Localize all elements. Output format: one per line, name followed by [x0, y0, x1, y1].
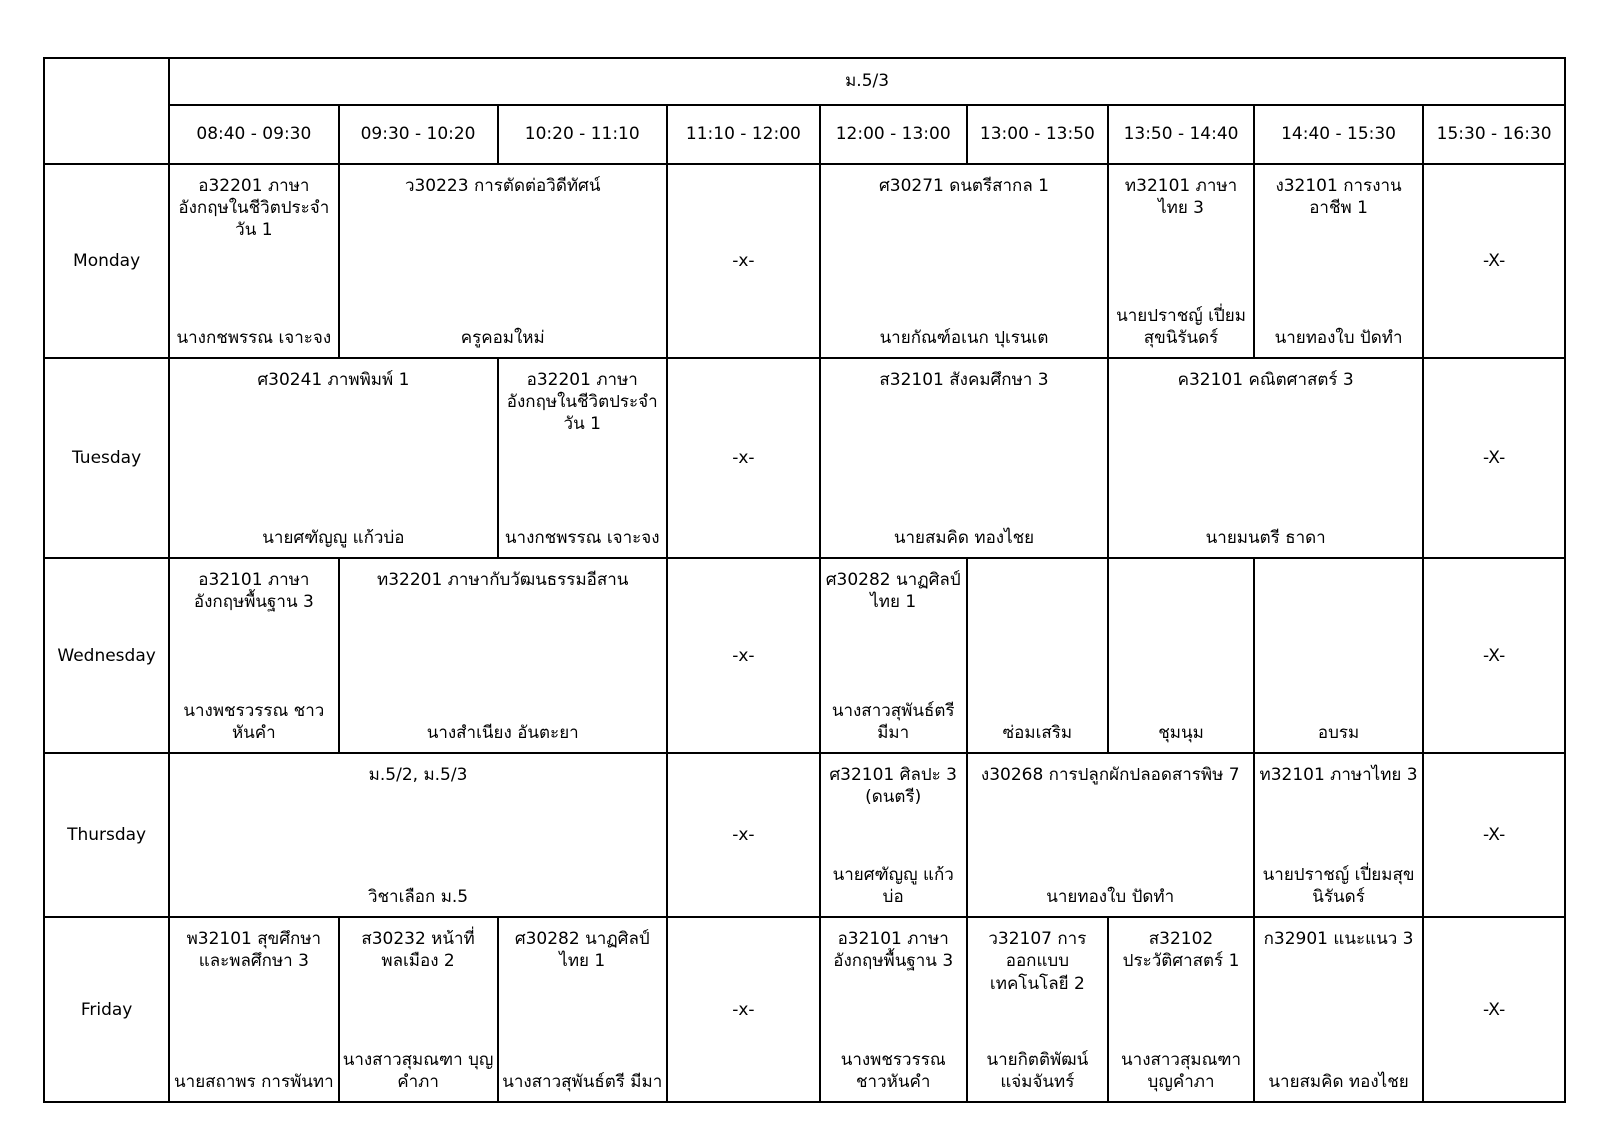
- subject-text: ส32102 ประวัติศาสตร์ 1: [1122, 929, 1240, 972]
- subject-text: อ32201 ภาษาอังกฤษในชีวิตประจำวัน 1: [506, 370, 658, 435]
- schedule-cell: [820, 753, 967, 917]
- teacher-text: นายสมคิด ทองไชย: [1268, 1071, 1409, 1092]
- schedule-cell: [339, 558, 667, 753]
- subject-text: ว30223 การตัดต่อวิดีทัศน์: [404, 175, 601, 196]
- day-label: Wednesday: [44, 558, 169, 753]
- schedule-cell: [967, 917, 1109, 1102]
- subject-text: ศ32101 ศิลปะ 3 (ดนตรี): [829, 764, 957, 808]
- time-slot: 13:50 - 14:40: [1108, 105, 1254, 164]
- schedule-cell: [820, 358, 1108, 558]
- teacher-text: นางสำเนียง อันตะยา: [426, 722, 579, 743]
- activity-cell: [1108, 558, 1254, 753]
- activity-text: ชุมนุม: [1158, 722, 1204, 743]
- schedule-cell: [498, 917, 667, 1102]
- subject-text: อ32201 ภาษาอังกฤษในชีวิตประจำวัน 1: [178, 175, 330, 240]
- teacher-text: นายมนตรี ธาดา: [1205, 528, 1326, 549]
- day-row-wednesday: [44, 558, 1565, 753]
- free-period-cell: -X-: [1423, 917, 1565, 1102]
- schedule-cell: [820, 558, 967, 753]
- activity-cell: [1254, 558, 1423, 753]
- free-period-cell: -x-: [667, 917, 820, 1102]
- day-label: Tuesday: [44, 358, 169, 558]
- teacher-text: นางสาวสุมณฑา บุญคำภา: [342, 1049, 494, 1092]
- subject-text: ค32101 คณิตศาสตร์ 3: [1177, 370, 1354, 391]
- subject-text: ง32101 การงานอาชีพ 1: [1275, 175, 1402, 218]
- free-period-cell: -X-: [1423, 164, 1565, 359]
- class-title: ม.5/3: [169, 58, 1565, 105]
- teacher-text: นางสาวสุมณฑา บุญคำภา: [1121, 1049, 1241, 1092]
- free-period-cell: -X-: [1423, 753, 1565, 917]
- time-slot: 10:20 - 11:10: [498, 105, 667, 164]
- time-slot: 08:40 - 09:30: [169, 105, 338, 164]
- subject-text: พ32101 สุขศึกษาและพลศึกษา 3: [186, 929, 322, 972]
- teacher-text: นายกิตติพัฒน์ แจ่มจันทร์: [986, 1049, 1089, 1092]
- schedule-cell: [1108, 164, 1254, 359]
- time-slot: 15:30 - 16:30: [1423, 105, 1565, 164]
- time-slot: 11:10 - 12:00: [667, 105, 820, 164]
- schedule-cell: [169, 558, 338, 753]
- subject-text: ท32201 ภาษากับวัฒนธรรมอีสาน: [377, 570, 629, 591]
- day-label: Thursday: [44, 753, 169, 917]
- teacher-text: นายทองใบ ปัดทำ: [1274, 328, 1403, 349]
- teacher-text: นางกชพรรณ เจาะจง: [504, 528, 660, 549]
- day-row-friday: [44, 917, 1565, 1102]
- subject-text: ง30268 การปลูกผักปลอดสารพิษ 7: [980, 764, 1240, 785]
- teacher-text: นางสาวสุพันธ์ตรี มีมา: [502, 1071, 663, 1092]
- activity-text: อบรม: [1317, 722, 1360, 743]
- schedule-cell: [1108, 358, 1423, 558]
- free-period-cell: -x-: [667, 753, 820, 917]
- corner-cell: [44, 58, 169, 164]
- teacher-text: นายสมคิด ทองไชย: [893, 528, 1035, 549]
- subject-text: ส30232 หน้าที่พลเมือง 2: [361, 929, 475, 972]
- schedule-cell: [1108, 917, 1254, 1102]
- schedule-cell: [169, 164, 338, 359]
- schedule-cell: [967, 753, 1254, 917]
- schedule-cell: [820, 917, 967, 1102]
- activity-text: ซ่อมเสริม: [1002, 722, 1073, 743]
- subject-text: ก32901 แนะแนว 3: [1263, 929, 1414, 950]
- teacher-text: นายศฑัญญู แก้วบ่อ: [262, 528, 405, 549]
- subject-text: ศ30282 นาฏศิลป์ไทย 1: [825, 570, 961, 613]
- time-slot-row: [44, 105, 1565, 164]
- teacher-text: นายสถาพร การพันทา: [174, 1071, 334, 1092]
- teacher-text: นางพชรวรรณ ชาวหันคำ: [183, 700, 325, 743]
- schedule-cell: [339, 917, 498, 1102]
- day-row-thursday: [44, 753, 1565, 917]
- subject-text: ศ30241 ภาพพิมพ์ 1: [257, 370, 410, 391]
- subject-text: ศ30282 นาฏศิลป์ไทย 1: [514, 929, 650, 972]
- subject-text: ศ30271 ดนตรีสากล 1: [879, 175, 1049, 196]
- schedule-cell: [1254, 164, 1423, 359]
- subject-text: อ32101 ภาษาอังกฤษพื้นฐาน 3: [193, 570, 314, 613]
- activity-cell: [967, 558, 1109, 753]
- subject-text: ม.5/2, ม.5/3: [368, 764, 468, 785]
- free-period-cell: -X-: [1423, 358, 1565, 558]
- time-slot: 12:00 - 13:00: [820, 105, 967, 164]
- day-label: Monday: [44, 164, 169, 359]
- schedule-cell: [1254, 753, 1423, 917]
- free-period-cell: -X-: [1423, 558, 1565, 753]
- class-header-row: [44, 58, 1565, 105]
- subject-text: ท32101 ภาษาไทย 3: [1124, 175, 1238, 218]
- teacher-text: ครูคอมใหม่: [460, 328, 545, 349]
- subject-text: อ32101 ภาษาอังกฤษพื้นฐาน 3: [833, 929, 954, 972]
- schedule-cell: [498, 358, 667, 558]
- teacher-text: นางสาวสุพันธ์ตรี มีมา: [831, 700, 955, 743]
- teacher-text: นายทองใบ ปัดทำ: [1046, 887, 1175, 908]
- timetable: [43, 57, 1566, 1103]
- teacher-text: วิชาเลือก ม.5: [367, 887, 469, 908]
- day-row-monday: [44, 164, 1565, 359]
- free-period-cell: -x-: [667, 164, 820, 359]
- day-row-tuesday: [44, 358, 1565, 558]
- schedule-cell: [339, 164, 667, 359]
- day-label: Friday: [44, 917, 169, 1102]
- teacher-text: นายปราชญ์ เปี่ยมสุขนิรันดร์: [1262, 865, 1415, 908]
- teacher-text: นายปราชญ์ เปี่ยมสุขนิรันดร์: [1116, 306, 1246, 349]
- schedule-cell: [1254, 917, 1423, 1102]
- schedule-cell: [820, 164, 1108, 359]
- time-slot: 13:00 - 13:50: [967, 105, 1109, 164]
- time-slot: 09:30 - 10:20: [339, 105, 498, 164]
- teacher-text: นายกัณฑ์อเนก ปุเรนเต: [879, 328, 1049, 349]
- subject-text: ท32101 ภาษาไทย 3: [1259, 764, 1418, 785]
- subject-text: ส32101 สังคมศึกษา 3: [879, 370, 1049, 391]
- free-period-cell: -x-: [667, 358, 820, 558]
- teacher-text: นางกชพรรณ เจาะจง: [176, 328, 332, 349]
- time-slot: 14:40 - 15:30: [1254, 105, 1423, 164]
- teacher-text: นายศฑัญญู แก้วบ่อ: [832, 865, 954, 908]
- schedule-cell: [169, 358, 497, 558]
- subject-text: ว32107 การออกแบบเทคโนโลยี 2: [988, 929, 1087, 994]
- schedule-cell: [169, 917, 338, 1102]
- teacher-text: นางพชรวรรณ ชาวหันคำ: [840, 1049, 946, 1092]
- free-period-cell: -x-: [667, 558, 820, 753]
- schedule-cell: [169, 753, 667, 917]
